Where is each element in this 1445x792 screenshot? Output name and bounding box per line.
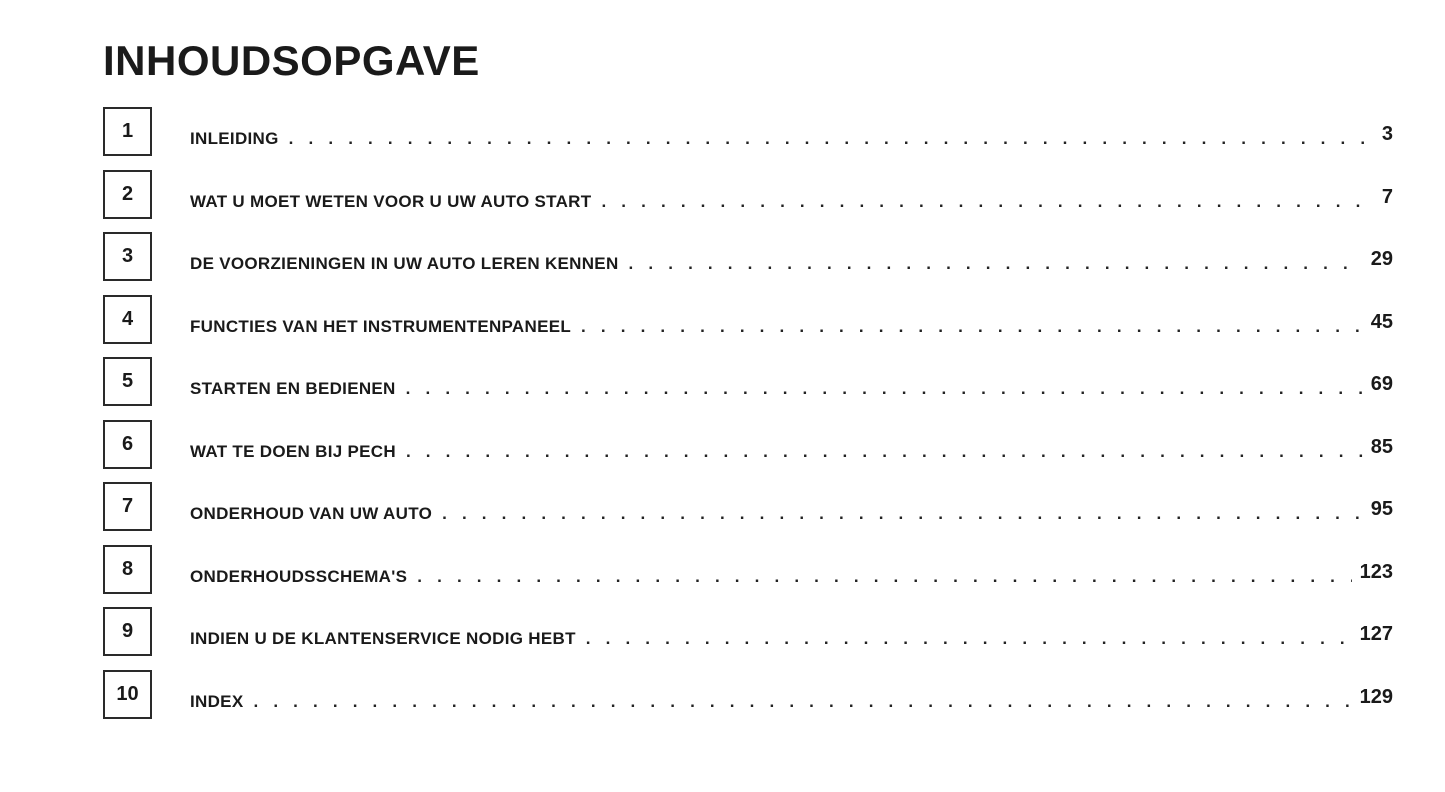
- toc-entry: [190, 373, 1393, 400]
- dot-leader: [406, 379, 1363, 399]
- toc-entry: [190, 435, 1393, 463]
- page-number: 45: [1370, 310, 1393, 333]
- chapter-number-box: 3: [103, 232, 152, 281]
- chapter-title: INDIEN U DE KLANTENSERVICE NODIG HEBT: [190, 629, 576, 648]
- page-title: INHOUDSOPGAVE: [103, 37, 480, 84]
- toc-row[interactable]: [103, 170, 1393, 233]
- toc-row[interactable]: [103, 107, 1393, 170]
- page-number: 95: [1370, 498, 1393, 520]
- chapter-title: INLEIDING: [190, 129, 279, 148]
- page-number: 29: [1370, 248, 1393, 270]
- page-number: 69: [1370, 373, 1393, 395]
- chapter-number-box: 7: [103, 482, 152, 531]
- page-number: 85: [1370, 435, 1393, 458]
- chapter-title: ONDERHOUDSSCHEMA'S: [190, 566, 408, 586]
- chapter-title: WAT TE DOEN BIJ PECH: [190, 441, 396, 461]
- dot-leader: [253, 692, 1351, 712]
- dot-leader: [581, 317, 1363, 337]
- toc-row[interactable]: [103, 357, 1393, 420]
- toc-entry: [190, 623, 1393, 650]
- page-number: 7: [1381, 185, 1393, 208]
- chapter-number-box: 2: [103, 170, 152, 219]
- dot-leader: [601, 192, 1373, 212]
- table-of-contents: [103, 107, 1393, 732]
- chapter-number-box: 5: [103, 357, 152, 406]
- chapter-number-box: 4: [103, 295, 152, 344]
- page-number: 123: [1359, 560, 1393, 583]
- toc-entry: [190, 248, 1393, 275]
- toc-row[interactable]: [103, 607, 1393, 670]
- chapter-number-box: 8: [103, 545, 152, 594]
- chapter-number-box: 10: [103, 670, 152, 719]
- dot-leader: [289, 129, 1374, 149]
- page-number: 129: [1359, 685, 1393, 708]
- toc-entry: [190, 498, 1393, 525]
- chapter-number-box: 6: [103, 420, 152, 469]
- chapter-title: WAT U MOET WETEN VOOR U UW AUTO START: [190, 191, 592, 211]
- chapter-title: DE VOORZIENINGEN IN UW AUTO LEREN KENNEN: [190, 254, 619, 273]
- toc-row[interactable]: [103, 670, 1393, 733]
- chapter-title: FUNCTIES VAN HET INSTRUMENTENPANEEL: [190, 316, 572, 336]
- toc-row[interactable]: [103, 482, 1393, 545]
- chapter-title: INDEX: [190, 691, 244, 711]
- toc-row[interactable]: [103, 232, 1393, 295]
- chapter-number-box: 9: [103, 607, 152, 656]
- toc-entry: [190, 123, 1393, 150]
- chapter-number-box: 1: [103, 107, 152, 156]
- toc-entry: [190, 685, 1393, 713]
- chapter-title: STARTEN EN BEDIENEN: [190, 379, 396, 398]
- page-number: 3: [1381, 123, 1393, 145]
- toc-row[interactable]: [103, 295, 1393, 358]
- toc-entry: [190, 185, 1393, 213]
- toc-row[interactable]: [103, 545, 1393, 608]
- dot-leader: [406, 442, 1363, 462]
- dot-leader: [442, 504, 1363, 524]
- toc-entry: [190, 560, 1393, 588]
- chapter-title: ONDERHOUD VAN UW AUTO: [190, 504, 433, 523]
- toc-row[interactable]: [103, 420, 1393, 483]
- dot-leader: [629, 254, 1363, 274]
- dot-leader: [586, 629, 1352, 649]
- toc-entry: [190, 310, 1393, 338]
- page-number: 127: [1359, 623, 1393, 645]
- dot-leader: [417, 567, 1351, 587]
